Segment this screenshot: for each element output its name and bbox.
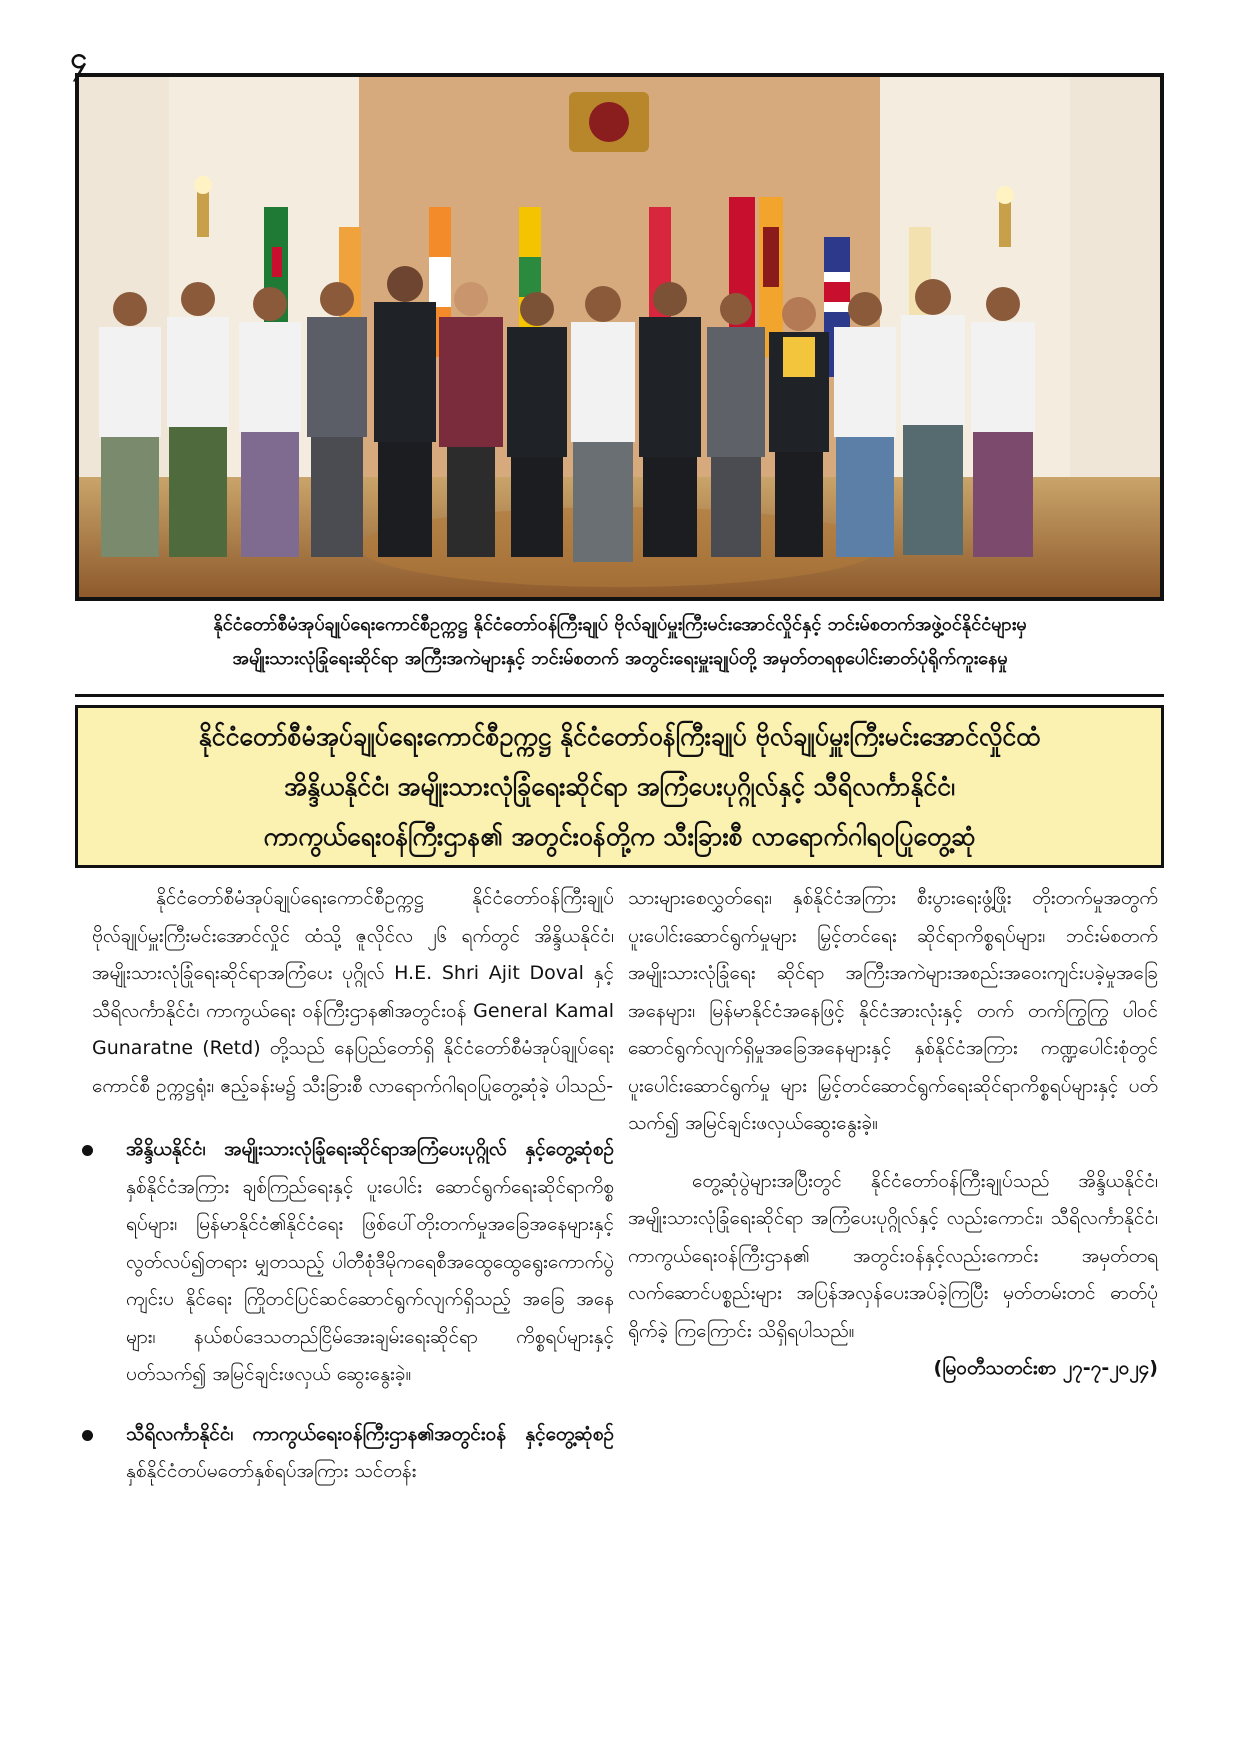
bullet-list [92,1131,614,1491]
headline-box [75,705,1164,868]
caption-line-2: အမျိုးသားလုံခြုံရေးဆိုင်ရာ အကြီးအကဲများနှင့် ဘင်းမ်စတက် အတွင်းရေးမှူးချုပ်တို့ အမှတ်တရစုပေါင်းဓာတ်ပုံရိုက်ကူးနေမှု [232,648,1008,669]
bullet-dot-icon [82,1145,93,1156]
bullet-item-india [92,1131,614,1394]
article-source: (မြဝတီသတင်းစာ ၂၇-၇-၂၀၂၄) [933,1357,1158,1379]
bullet-lead: အိန္ဒိယနိုင်ငံ၊ အမျိုးသားလုံခြုံရေးဆိုင်ရာအကြံပေးပုဂ္ဂိုလ် နှင့်တွေ့ဆုံစဉ် [126,1138,614,1160]
caption-line-1: နိုင်ငံတော်စီမံအုပ်ချုပ်ရေးကောင်စီဥက္ကဋ္ဌ နိုင်ငံတော်ဝန်ကြီးချုပ် ဗိုလ်ချုပ်မှူးကြီးမင်းအောင်လှိုင်နှင့် ဘင်းမ်စတက်အဖွဲ့ဝင်နိုင်ငံများမှ [213,614,1027,635]
bullet-dot-icon [82,1430,93,1441]
bullet-lead: သီရိလင်္ကာနိုင်ငံ၊ ကာကွယ်ရေးဝန်ကြီးဌာန၏အတွင်းဝန် နှင့်တွေ့ဆုံစဉ် [126,1422,614,1445]
page-number: ၄ [70,41,87,76]
article-intro: နိုင်ငံတော်စီမံအုပ်ချုပ်ရေးကောင်စီဥက္ကဋ္ဌ နိုင်ငံတော်ဝန်ကြီးချုပ် ဗိုလ်ချုပ်မှူးကြီးမင်းအောင်လှိုင် ထံသို့ ဇူလိုင်လ ၂၆ ရက်တွင် အိန္ဒိယနိုင်ငံ၊ အမျိုးသားလုံခြုံရေးဆိုင်ရာအကြံပေး ပုဂ္ဂိုလ် H.E. Shri Ajit Doval နှင့် သီရိလင်္ကာနိုင်ငံ၊ ကာကွယ်ရေး ဝန်ကြီးဌာန၏အတွင်းဝန် General Kamal Gunaratne (Retd) တို့သည် နေပြည်တော်ရှိ နိုင်ငံတော်စီမံအုပ်ချုပ်ရေးကောင်စီ ဥက္ကဋ္ဌရုံး၊ ဧည့်ခန်းမ၌ သီးခြားစီ လာရောက်ဂါရဝပြုတွေ့ဆုံခဲ့ ပါသည်- [92,887,614,1097]
article-closing: တွေ့ဆုံပွဲများအပြီးတွင် နိုင်ငံတော်ဝန်ကြီးချုပ်သည် အိန္ဒိယနိုင်ငံ၊ အမျိုးသားလုံခြုံရေးဆိုင်ရာ အကြံပေးပုဂ္ဂိုလ်နှင့် လည်းကောင်း၊ သီရိလင်္ကာနိုင်ငံ၊ ကာကွယ်ရေးဝန်ကြီးဌာန၏ အတွင်းဝန်နှင့်လည်းကောင်း အမှတ်တရလက်ဆောင်ပစ္စည်းများ အပြန်အလှန်ပေးအပ်ခဲ့ကြပြီး မှတ်တမ်းတင် ဓာတ်ပုံရိုက်ခဲ့ ကြကြောင်း သိရှိရပါသည်။ [628,1169,1158,1342]
bullet-text: နှစ်နိုင်ငံအကြား ချစ်ကြည်ရေးနှင့် ပူးပေါင်း ဆောင်ရွက်ရေးဆိုင်ရာကိစ္စရပ်များ၊ မြန်မာနိုင်ငံ၏နိုင်ငံရေး ဖြစ်ပေါ်တိုးတက်မှုအခြေအနေများနှင့် လွတ်လပ်၍တရား မျှတသည့် ပါတီစုံဒီမိုကရေစီအထွေထွေရွေးကောက်ပွဲကျင်းပ နိုင်ရေး ကြိုတင်ပြင်ဆင်ဆောင်ရွက်လျက်ရှိသည့် အခြေ အနေများ၊ နယ်စပ်ဒေသတည်ငြိမ်အေးချမ်းရေးဆိုင်ရာ ကိစ္စရပ်များနှင့်ပတ်သက်၍ အမြင်ချင်းဖလှယ် ဆွေးနွေးခဲ့။ [126,1175,614,1385]
headline-line-1: နိုင်ငံတော်စီမံအုပ်ချုပ်ရေးကောင်စီဥက္ကဋ္ဌ နိုင်ငံတော်ဝန်ကြီးချုပ် ဗိုလ်ချုပ်မှူးကြီးမင်းအောင်လှိုင်ထံ [198,721,1041,751]
bullet-item-srilanka [92,1416,614,1491]
article-left-column [92,880,614,1513]
group-photo-image [79,77,1160,597]
divider-rule [75,694,1164,697]
article-continuation: သားများစေလွှတ်ရေး၊ နှစ်နိုင်ငံအကြား စီးပွားရေးဖွံ့ဖြိုး တိုးတက်မှုအတွက် ပူးပေါင်းဆောင်ရွက်မှုများ မြှင့်တင်ရေး ဆိုင်ရာကိစ္စရပ်များ၊ ဘင်းမ်စတက်အမျိုးသားလုံခြုံရေး ဆိုင်ရာ အကြီးအကဲများအစည်းအဝေးကျင်းပခဲ့မှုအခြေ အနေများ၊ မြန်မာနိုင်ငံအနေဖြင့် နိုင်ငံအားလုံးနှင့် တက် တက်ကြွကြွ ပါဝင်ဆောင်ရွက်လျက်ရှိမှုအခြေအနေများနှင့် နှစ်နိုင်ငံအကြား ကဏ္ဍပေါင်းစုံတွင် ပူးပေါင်းဆောင်ရွက်မှု များ မြှင့်တင်ဆောင်ရွက်ရေးဆိုင်ရာကိစ္စရပ်များနှင့် ပတ် သက်၍ အမြင်ချင်းဖလှယ်ဆွေးနွေးခဲ့။ [628,887,1158,1134]
headline-line-3: ကာကွယ်ရေးဝန်ကြီးဌာန၏ အတွင်းဝန်တို့က သီးခြားစီ လာရောက်ဂါရဝပြုတွေ့ဆုံ [263,821,976,851]
group-photo [75,73,1164,601]
headline-line-2: အိန္ဒိယနိုင်ငံ၊ အမျိုးသားလုံခြုံရေးဆိုင်ရာ အကြံပေးပုဂ္ဂိုလ်နှင့် သီရိလင်္ကာနိုင်ငံ၊ [284,771,955,801]
bullet-text: နှစ်နိုင်ငံတပ်မတော်နှစ်ရပ်အကြား သင်တန်း [126,1460,417,1482]
photo-caption [85,608,1155,676]
article-right-column [628,880,1158,1388]
